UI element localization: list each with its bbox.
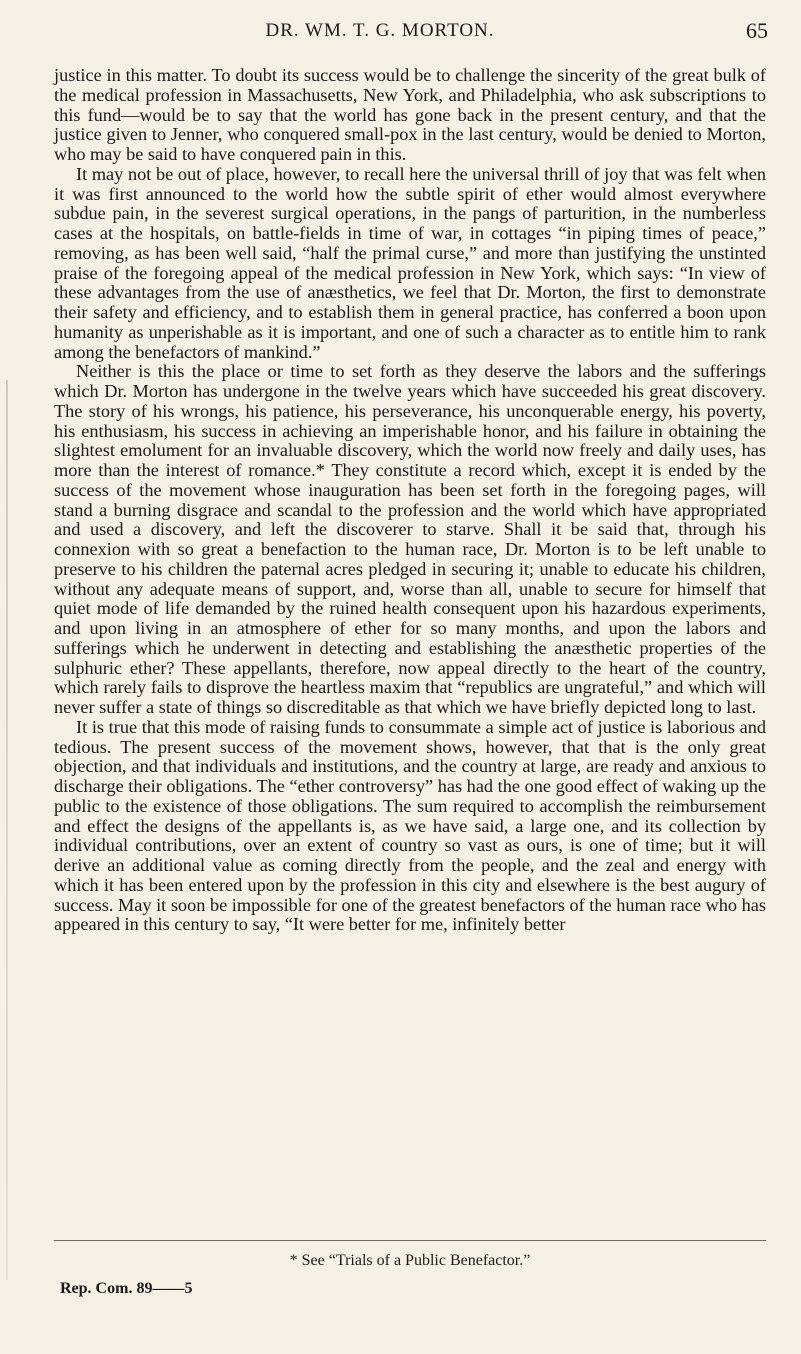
footnote: * See “Trials of a Public Benefactor.” [289, 1252, 531, 1269]
footnote-rule [54, 1240, 766, 1241]
paragraph-3: Neither is this the place or time to set forth as they deserve the labors and the sufferings which Dr. Morton has undergone in the twelve years which have succeeded his great discovery. The story of his wrongs, his patience, his perseverance, his unconquerable energy, his poverty, his enthusiasm, his success in achieving an imperishable honor, and his failure in obtaining the slightest emolument for an invaluable discovery, which the world now freely and daily uses, has more than the interest of romance.* They constitute a record which, except it is ended by the success of the movement whose inauguration has been set forth in the foregoing pages, will stand a burning disgrace and scandal to the profession and the world which have appropriated and used a discovery, and left the discoverer to starve. Shall it be said that, through his connexion with so great a benefaction to the human race, Dr. Morton is to be left unable to preserve to his children the paternal acres pledged in securing it; unable to educate his children, without any adequate means of support, and, worse than all, unable to secure for himself that quiet mode of life demanded by the ruined health consequent upon his hazardous experiments, and upon living in an atmosphere of ether for so many months, and upon the labors and sufferings which he underwent in detecting and establishing the anæsthetic properties of the sulphuric ether? These appellants, therefore, now appeal directly to the heart of the country, which rarely fails to disprove the heartless maxim that “republics are ungrateful,” and which will never suffer a state of things so discreditable as that which we have briefly depicted long to last. [54, 361, 766, 717]
paragraph-2: It may not be out of place, however, to recall here the universal thrill of joy that was felt when it was first announced to the world how the subtle spirit of ether would almost everywhere subdue pain, in the severest surgical operations, in the pangs of parturition, in the numberless cases at the hospitals, on battle-fields in time of war, in cottages “in piping times of peace,” removing, as has been well said, “half the primal curse,” and more than justifying the unstinted praise of the foregoing appeal of the medical profession in New York, which says: “In view of these advantages from the use of anæsthetics, we feel that Dr. Morton, the first to demonstrate their safety and efficiency, and to establish them in general practice, has conferred a boon upon humanity as unperishable as it is important, and one of such a character as to entitle him to rank among the benefactors of mankind.” [54, 163, 766, 362]
running-head: DR. WM. T. G. MORTON. [265, 20, 495, 41]
page-number: 65 [746, 18, 768, 43]
paragraph-4: It is true that this mode of raising funds to consummate a simple act of justice is laborious and tedious. The present success of the movement shows, however, that that is the only great objection, and that individuals and institutions, and the country at large, are ready and anxious to discharge their obligations. The “ether controversy” has had the one good effect of waking up the public to the existence of those obligations. The sum required to accomplish the reimbursement and effect the designs of the appellants is, as we have said, a large one, and its collection by individual contributions, over an extent of country so vast as ours, is one of time; but it will derive an additional value as coming directly from the people, and the zeal and energy with which it has been entered upon by the profession in this city and elsewhere is the best augury of success. May it soon be impossible for one of the greatest benefactors of the human race who has appeared in this century to say, “It were better for me, infinitely better [54, 716, 766, 935]
body-text [54, 66, 766, 935]
page-edge-shadow [6, 380, 8, 1280]
paragraph-1: justice in this matter. To doubt its success would be to challenge the sincerity of the great bulk of the medical profession in Massachusetts, New York, and Philadelphia, who ask subscriptions to this fund—would be to say that the world has gone back in the present century, and that the justice given to Jenner, who conquered small-pox in the last century, would be denied to Morton, who may be said to have conquered pain in this. [54, 65, 766, 164]
page-header [52, 6, 768, 46]
signature-mark: Rep. Com. 89——5 [60, 1280, 193, 1297]
